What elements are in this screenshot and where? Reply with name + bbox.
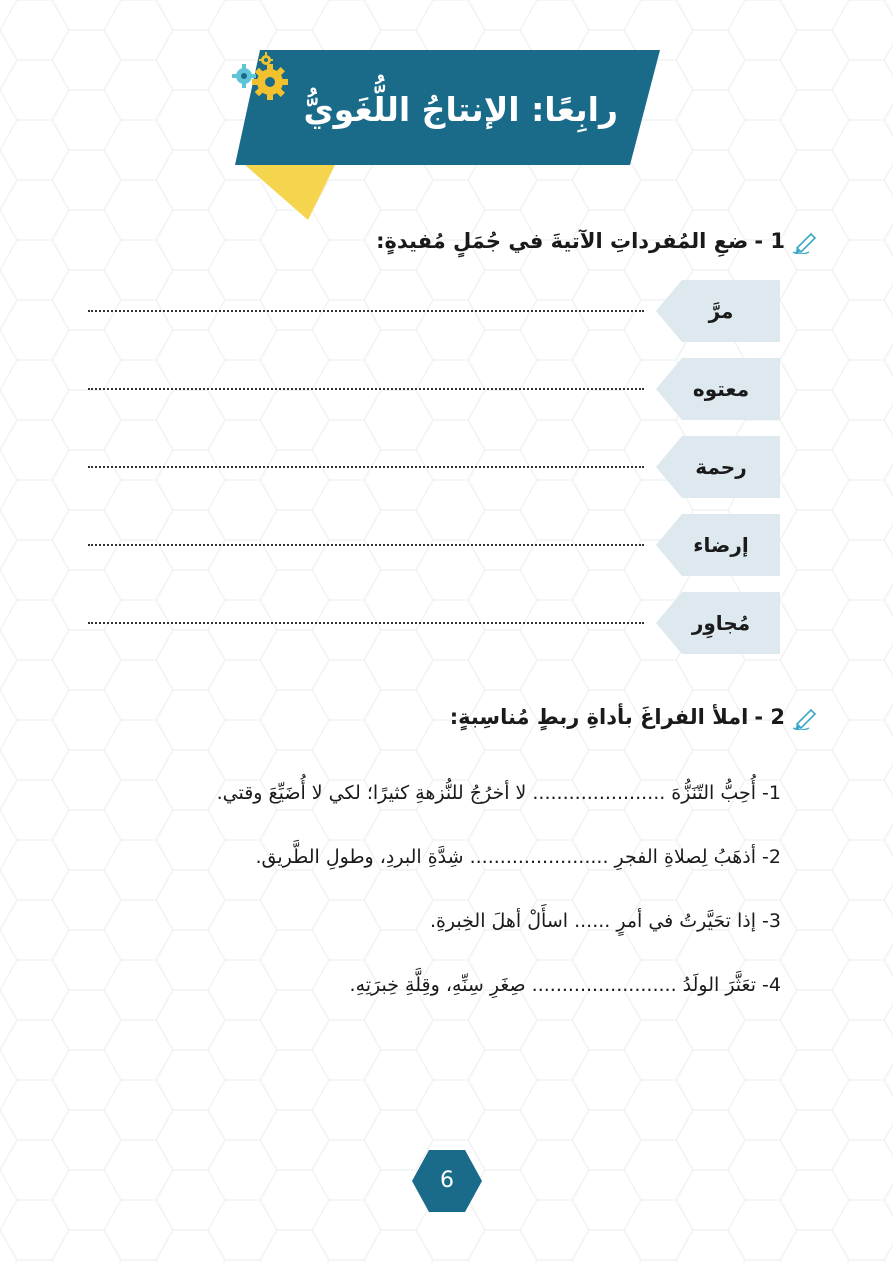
section1-heading <box>376 228 821 254</box>
word-label <box>656 436 780 498</box>
section2-heading <box>450 704 821 730</box>
section1-instruction: ضعِ المُفرداتِ الآتيةَ في جُمَلٍ مُفيدةٍ: <box>376 229 749 253</box>
section-banner <box>230 50 660 220</box>
vocab-row <box>88 358 780 420</box>
word-text: مُجاوِر <box>691 611 751 635</box>
gears-icon <box>230 50 292 104</box>
vocab-row <box>88 280 780 342</box>
answer-line[interactable] <box>88 310 644 312</box>
vocab-row <box>88 514 780 576</box>
word-label <box>656 592 780 654</box>
answer-line[interactable] <box>88 622 644 624</box>
vocab-row <box>88 592 780 654</box>
section2-instruction: املأ الفراغَ بأداةِ ربطٍ مُناسِبةٍ: <box>449 705 749 729</box>
pencil-icon <box>791 704 821 730</box>
answer-line[interactable] <box>88 388 644 390</box>
page-number-badge <box>412 1150 482 1212</box>
pencil-icon <box>791 228 821 254</box>
answer-line[interactable] <box>88 544 644 546</box>
section1-number: 1 - <box>754 229 785 253</box>
answer-line[interactable] <box>88 466 644 468</box>
word-text: إرضاء <box>693 533 749 557</box>
section-title: رابِعًا: الإنتاجُ اللُّغَويُّ <box>303 90 618 129</box>
word-text: معتوه <box>692 377 750 401</box>
fill-sentence[interactable]: 3- إذا تحَيَّرتُ في أمرٍ ...... اسأَلْ أهلَ الخِبرةِ. <box>429 910 781 932</box>
fill-sentence[interactable]: 4- تعَثَّرَ الولَدُ ........................ صِغَرِ سِنِّهِ، وقِلَّةِ خِبرَتِهِ. <box>349 974 781 996</box>
vocab-row <box>88 436 780 498</box>
word-label <box>656 514 780 576</box>
word-label <box>656 280 780 342</box>
page-number: 6 <box>440 1168 454 1193</box>
fill-sentence[interactable]: 2- أذهَبُ لِصلاةِ الفجرِ ....................... شِدَّةِ البردِ، وطولِ الطَّريق. <box>255 846 781 868</box>
fill-sentence[interactable]: 1- أُحِبُّ التّنَزُّهَ ...................... لا أخرُجُ للنُّزهةِ كثيرًا؛ لكي لا أُضَيِّعَ وقتي. <box>216 782 781 804</box>
word-text: مرَّ <box>708 299 734 323</box>
word-label <box>656 358 780 420</box>
word-text: رحمة <box>695 455 747 479</box>
section2-number: 2 - <box>754 705 785 729</box>
